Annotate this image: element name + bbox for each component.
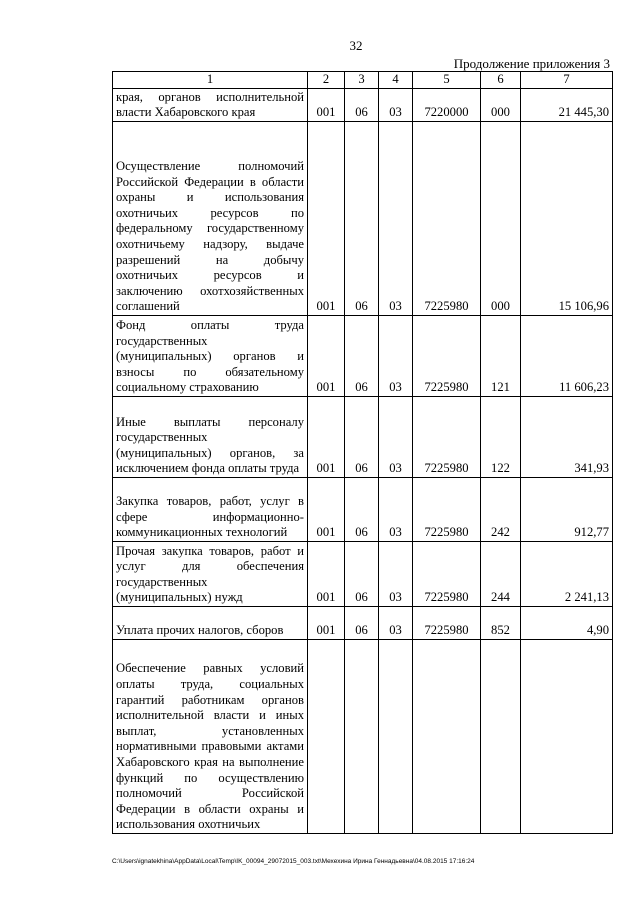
cell-col4: 03: [379, 542, 413, 607]
row-description: Иные выплаты персоналу государственных (муниципальных) органов, за исключением фонда оплаты труда: [113, 397, 308, 478]
table-header-row: [113, 72, 613, 89]
cell-col6: 000: [481, 122, 521, 316]
column-header: 5: [413, 72, 481, 89]
cell-amount: 15 106,96: [521, 122, 613, 316]
cell-col4: 03: [379, 607, 413, 640]
table-row: [113, 122, 613, 316]
cell-col5: 7225980: [413, 122, 481, 316]
cell-col3: 06: [345, 316, 379, 397]
cell-amount: 2 241,13: [521, 542, 613, 607]
row-description: Осуществление полномочий Российской Федерации в области охраны и использования охотничьих ресурсов по федеральному государственному охотничьему надзору, выдаче разрешений на добычу охотничьих ресурсов и заключению охотхозяйственных соглашений: [113, 122, 308, 316]
cell-col4: 03: [379, 122, 413, 316]
cell-col2: 001: [308, 122, 345, 316]
cell-col4: 03: [379, 397, 413, 478]
cell-col5: [413, 640, 481, 834]
cell-col4: 03: [379, 89, 413, 122]
row-description: Прочая закупка товаров, работ и услуг для обеспечения государственных (муниципальных) нужд: [113, 542, 308, 607]
cell-amount: 21 445,30: [521, 89, 613, 122]
cell-col5: 7225980: [413, 607, 481, 640]
cell-col2: 001: [308, 542, 345, 607]
cell-col4: 03: [379, 478, 413, 542]
column-header: 4: [379, 72, 413, 89]
cell-col2: [308, 640, 345, 834]
table-row: [113, 542, 613, 607]
cell-col3: [345, 640, 379, 834]
cell-col3: 06: [345, 122, 379, 316]
column-header: 3: [345, 72, 379, 89]
cell-amount: 4,90: [521, 607, 613, 640]
table-row: [113, 397, 613, 478]
table-row: [113, 640, 613, 834]
cell-col3: 06: [345, 607, 379, 640]
table-row: [113, 607, 613, 640]
row-description: Уплата прочих налогов, сборов: [113, 607, 308, 640]
row-description: Закупка товаров, работ, услуг в сфере информационно-коммуникационных технологий: [113, 478, 308, 542]
cell-col5: 7225980: [413, 542, 481, 607]
cell-col6: [481, 640, 521, 834]
cell-col2: 001: [308, 316, 345, 397]
cell-col5: 7225980: [413, 478, 481, 542]
page-number: 32: [349, 38, 363, 53]
file-path-footer: C:\Users\ignatekhina\AppData\Local\Temp\IK_00094_29072015_003.txt\Мехехина Ирина Геннадьевна\04.08.2015 17:16:24: [112, 858, 475, 865]
cell-col2: 001: [308, 607, 345, 640]
cell-col3: 06: [345, 89, 379, 122]
cell-col2: 001: [308, 89, 345, 122]
column-header: 6: [481, 72, 521, 89]
cell-col5: 7225980: [413, 316, 481, 397]
cell-col2: 001: [308, 478, 345, 542]
column-header: 2: [308, 72, 345, 89]
cell-col3: 06: [345, 397, 379, 478]
row-description: Обеспечение равных условий оплаты труда, социальных гарантий работникам органов исполнительной власти и иных выплат, установленных нормативными правовыми актами Хабаровского края на выполнение функций по осуществлению полномочий Российской Федерации в области охраны и использования охотничьих: [113, 640, 308, 834]
cell-col3: 06: [345, 542, 379, 607]
table-row: [113, 316, 613, 397]
cell-col5: 7220000: [413, 89, 481, 122]
cell-col2: 001: [308, 397, 345, 478]
cell-col6: 242: [481, 478, 521, 542]
cell-col6: 122: [481, 397, 521, 478]
row-description: края, органов исполнительной власти Хабаровского края: [113, 89, 308, 122]
table-row: [113, 478, 613, 542]
cell-amount: [521, 640, 613, 834]
cell-amount: 11 606,23: [521, 316, 613, 397]
cell-col4: [379, 640, 413, 834]
cell-amount: 912,77: [521, 478, 613, 542]
cell-col6: 244: [481, 542, 521, 607]
cell-col6: 121: [481, 316, 521, 397]
table-row: [113, 89, 613, 122]
cell-col6: 000: [481, 89, 521, 122]
continuation-label: Продолжение приложения 3: [453, 56, 610, 71]
cell-col5: 7225980: [413, 397, 481, 478]
cell-col4: 03: [379, 316, 413, 397]
column-header: 7: [521, 72, 613, 89]
cell-amount: 341,93: [521, 397, 613, 478]
budget-table: [112, 71, 613, 834]
row-description: Фонд оплаты труда государственных (муниципальных) органов и взносы по обязательному социальному страхованию: [113, 316, 308, 397]
cell-col3: 06: [345, 478, 379, 542]
cell-col6: 852: [481, 607, 521, 640]
column-header: 1: [113, 72, 308, 89]
